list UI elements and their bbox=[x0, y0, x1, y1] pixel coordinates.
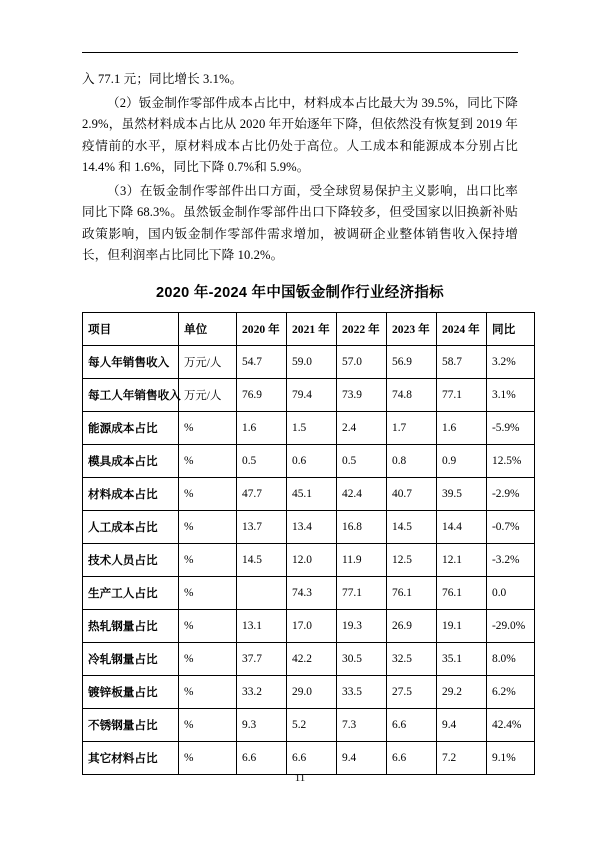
cell-unit: % bbox=[179, 444, 237, 477]
row-label: 镀锌板量占比 bbox=[83, 675, 179, 708]
table-row bbox=[83, 444, 535, 477]
cell-yoy: -3.2% bbox=[487, 543, 535, 576]
cell-2024: 77.1 bbox=[437, 378, 487, 411]
row-label: 热轧钢量占比 bbox=[83, 609, 179, 642]
cell-2022: 9.4 bbox=[337, 741, 387, 774]
cell-2023: 56.9 bbox=[387, 345, 437, 378]
row-label: 材料成本占比 bbox=[83, 477, 179, 510]
cell-yoy: 12.5% bbox=[487, 444, 535, 477]
table-row bbox=[83, 741, 535, 774]
cell-2022: 33.5 bbox=[337, 675, 387, 708]
cell-2023: 0.8 bbox=[387, 444, 437, 477]
column-header-unit: 单位 bbox=[179, 312, 237, 345]
cell-2024: 35.1 bbox=[437, 642, 487, 675]
cell-unit: % bbox=[179, 411, 237, 444]
cell-2021: 0.6 bbox=[287, 444, 337, 477]
row-label: 模具成本占比 bbox=[83, 444, 179, 477]
cell-yoy: 3.1% bbox=[487, 378, 535, 411]
cell-2023: 74.8 bbox=[387, 378, 437, 411]
cell-2021: 13.4 bbox=[287, 510, 337, 543]
row-label: 人工成本占比 bbox=[83, 510, 179, 543]
cell-2020: 33.2 bbox=[237, 675, 287, 708]
economic-indicators-table bbox=[82, 312, 535, 775]
cell-2024: 12.1 bbox=[437, 543, 487, 576]
cell-2023: 26.9 bbox=[387, 609, 437, 642]
cell-2021: 1.5 bbox=[287, 411, 337, 444]
page-number: 11 bbox=[294, 772, 306, 784]
cell-2024: 9.4 bbox=[437, 708, 487, 741]
cell-2020: 47.7 bbox=[237, 477, 287, 510]
row-label: 其它材料占比 bbox=[83, 741, 179, 774]
cell-2021: 12.0 bbox=[287, 543, 337, 576]
cell-2020: 76.9 bbox=[237, 378, 287, 411]
cell-2021: 79.4 bbox=[287, 378, 337, 411]
row-label: 每人年销售收入 bbox=[83, 345, 179, 378]
column-header-2024: 2024 年 bbox=[437, 312, 487, 345]
cell-2021: 59.0 bbox=[287, 345, 337, 378]
column-header-2022: 2022 年 bbox=[337, 312, 387, 345]
cell-2022: 0.5 bbox=[337, 444, 387, 477]
column-header-item: 项目 bbox=[83, 312, 179, 345]
cell-2024: 39.5 bbox=[437, 477, 487, 510]
cell-2023: 6.6 bbox=[387, 708, 437, 741]
cell-2022: 19.3 bbox=[337, 609, 387, 642]
cell-yoy: 42.4% bbox=[487, 708, 535, 741]
cell-2020: 1.6 bbox=[237, 411, 287, 444]
cell-yoy: -29.0% bbox=[487, 609, 535, 642]
row-label: 能源成本占比 bbox=[83, 411, 179, 444]
cell-2024: 58.7 bbox=[437, 345, 487, 378]
cell-2022: 77.1 bbox=[337, 576, 387, 609]
cell-yoy: 6.2% bbox=[487, 675, 535, 708]
cell-2022: 73.9 bbox=[337, 378, 387, 411]
cell-2024: 29.2 bbox=[437, 675, 487, 708]
cell-unit: % bbox=[179, 708, 237, 741]
column-header-yoy: 同比 bbox=[487, 312, 535, 345]
cell-2020: 13.1 bbox=[237, 609, 287, 642]
cell-yoy: 3.2% bbox=[487, 345, 535, 378]
table-title: 2020 年-2024 年中国钣金制作行业经济指标 bbox=[156, 284, 444, 301]
cell-2020: 14.5 bbox=[237, 543, 287, 576]
cell-unit: % bbox=[179, 510, 237, 543]
cell-2021: 17.0 bbox=[287, 609, 337, 642]
cell-yoy: -0.7% bbox=[487, 510, 535, 543]
cell-2022: 7.3 bbox=[337, 708, 387, 741]
cell-yoy: 9.1% bbox=[487, 741, 535, 774]
row-label: 每工人年销售收入 bbox=[83, 378, 179, 411]
cell-2022: 16.8 bbox=[337, 510, 387, 543]
cell-2023: 14.5 bbox=[387, 510, 437, 543]
cell-2023: 76.1 bbox=[387, 576, 437, 609]
cell-unit: 万元/人 bbox=[179, 345, 237, 378]
cell-unit: % bbox=[179, 642, 237, 675]
table-row bbox=[83, 477, 535, 510]
cell-2023: 12.5 bbox=[387, 543, 437, 576]
cell-2022: 2.4 bbox=[337, 411, 387, 444]
table-row bbox=[83, 411, 535, 444]
cell-2022: 30.5 bbox=[337, 642, 387, 675]
column-header-2023: 2023 年 bbox=[387, 312, 437, 345]
cell-2021: 42.2 bbox=[287, 642, 337, 675]
cell-unit: % bbox=[179, 675, 237, 708]
cell-2024: 76.1 bbox=[437, 576, 487, 609]
cell-2022: 42.4 bbox=[337, 477, 387, 510]
table-row bbox=[83, 642, 535, 675]
cell-yoy: 8.0% bbox=[487, 642, 535, 675]
cell-yoy: 0.0 bbox=[487, 576, 535, 609]
table-row bbox=[83, 675, 535, 708]
cell-unit: % bbox=[179, 609, 237, 642]
cell-2020 bbox=[237, 576, 287, 609]
cell-2024: 7.2 bbox=[437, 741, 487, 774]
cell-unit: % bbox=[179, 576, 237, 609]
column-header-2020: 2020 年 bbox=[237, 312, 287, 345]
cell-2022: 57.0 bbox=[337, 345, 387, 378]
cell-2023: 32.5 bbox=[387, 642, 437, 675]
cell-2020: 37.7 bbox=[237, 642, 287, 675]
page-content bbox=[82, 52, 526, 775]
cell-unit: % bbox=[179, 741, 237, 774]
cell-2024: 14.4 bbox=[437, 510, 487, 543]
table-row bbox=[83, 543, 535, 576]
header-rule bbox=[82, 52, 518, 53]
cell-yoy: -5.9% bbox=[487, 411, 535, 444]
paragraph-1: 入 77.1 元；同比增长 3.1%。 bbox=[82, 72, 243, 86]
cell-2024: 1.6 bbox=[437, 411, 487, 444]
table-row bbox=[83, 708, 535, 741]
cell-2020: 0.5 bbox=[237, 444, 287, 477]
cell-2020: 54.7 bbox=[237, 345, 287, 378]
row-label: 技术人员占比 bbox=[83, 543, 179, 576]
cell-unit: % bbox=[179, 543, 237, 576]
cell-2023: 40.7 bbox=[387, 477, 437, 510]
cell-2024: 19.1 bbox=[437, 609, 487, 642]
cell-2021: 29.0 bbox=[287, 675, 337, 708]
paragraph-3: （3）在钣金制作零部件出口方面，受全球贸易保护主义影响，出口比率同比下降 68.3%。虽然钣金制作零部件出口下降较多，但受国家以旧换新补贴政策影响，国内钣金制作零部件需求增加，被调研企业整体销售收入保持增长，但利润率占比同比下降 10.2%。 bbox=[82, 183, 518, 262]
cell-2021: 5.2 bbox=[287, 708, 337, 741]
cell-2021: 45.1 bbox=[287, 477, 337, 510]
cell-unit: 万元/人 bbox=[179, 378, 237, 411]
table-row bbox=[83, 510, 535, 543]
cell-2023: 6.6 bbox=[387, 741, 437, 774]
row-label: 冷轧钢量占比 bbox=[83, 642, 179, 675]
table-row bbox=[83, 609, 535, 642]
cell-2023: 27.5 bbox=[387, 675, 437, 708]
cell-2022: 11.9 bbox=[337, 543, 387, 576]
cell-2020: 13.7 bbox=[237, 510, 287, 543]
row-label: 不锈钢量占比 bbox=[83, 708, 179, 741]
cell-2020: 9.3 bbox=[237, 708, 287, 741]
cell-yoy: -2.9% bbox=[487, 477, 535, 510]
table-row bbox=[83, 345, 535, 378]
table-header-row bbox=[83, 312, 535, 345]
table-row bbox=[83, 576, 535, 609]
paragraph-2: （2）钣金制作零部件成本占比中，材料成本占比最大为 39.5%，同比下降 2.9%，虽然材料成本占比从 2020 年开始逐年下降，但依然没有恢复到 2019 年疫情前的水平，原材料成本占比仍处于高位。人工成本和能源成本分别占比 14.4% 和 1.6%，同比下降 0.7%和 5.9%。 bbox=[82, 95, 518, 174]
column-header-2021: 2021 年 bbox=[287, 312, 337, 345]
cell-unit: % bbox=[179, 477, 237, 510]
table-row bbox=[83, 378, 535, 411]
cell-2021: 6.6 bbox=[287, 741, 337, 774]
cell-2024: 0.9 bbox=[437, 444, 487, 477]
cell-2020: 6.6 bbox=[237, 741, 287, 774]
cell-2023: 1.7 bbox=[387, 411, 437, 444]
row-label: 生产工人占比 bbox=[83, 576, 179, 609]
cell-2021: 74.3 bbox=[287, 576, 337, 609]
